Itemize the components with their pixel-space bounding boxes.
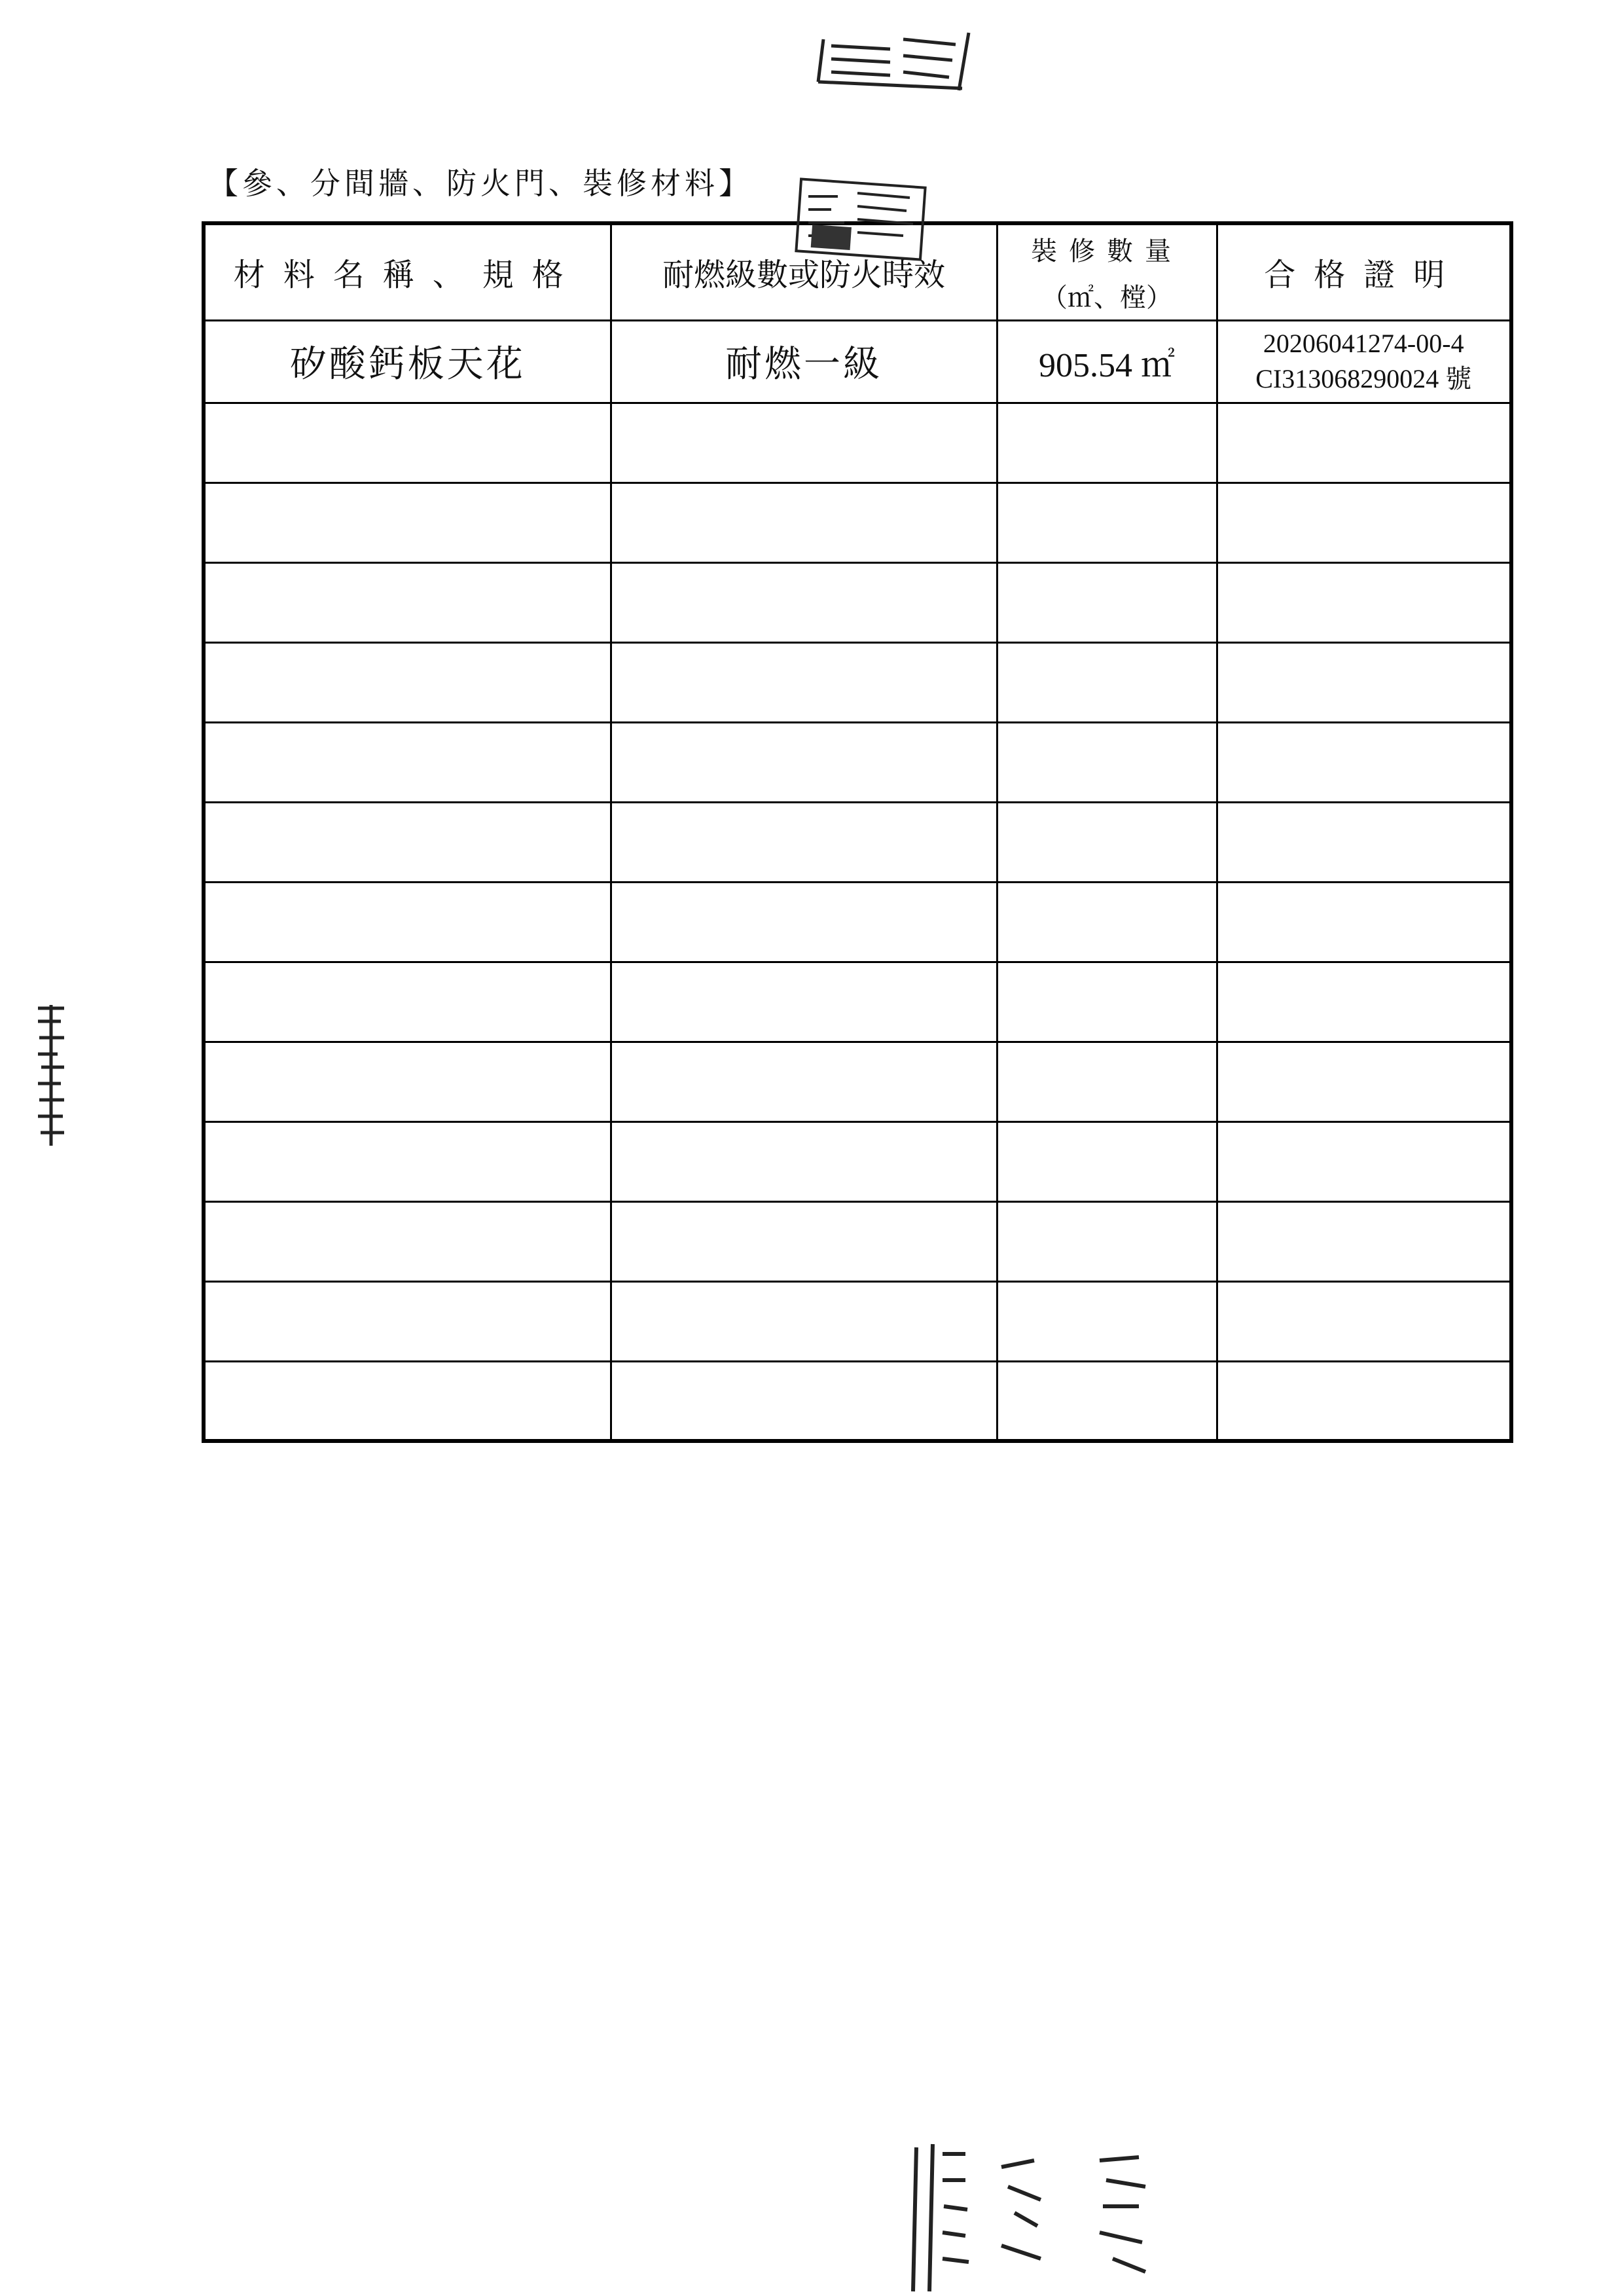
cell-fire-rating (611, 642, 997, 722)
cell-certificate (1217, 1281, 1511, 1361)
cell-quantity: 905.54 ㎡ (997, 320, 1217, 403)
cell-material-name (204, 722, 611, 802)
cell-material-name: 矽酸鈣板天花 (204, 320, 611, 403)
cell-quantity (997, 962, 1217, 1042)
cell-quantity (997, 483, 1217, 562)
header-certificate: 合格證明 (1217, 223, 1511, 320)
cell-quantity (997, 562, 1217, 642)
cell-certificate (1217, 1201, 1511, 1281)
cell-quantity (997, 403, 1217, 483)
stamp-left (31, 1002, 71, 1152)
cell-quantity (997, 1361, 1217, 1441)
table-row (204, 722, 1511, 802)
cell-fire-rating (611, 1121, 997, 1201)
table-row (204, 1201, 1511, 1281)
cell-fire-rating (611, 1042, 997, 1121)
cell-quantity (997, 642, 1217, 722)
header-quantity-unit: （㎡、樘） (1041, 282, 1172, 313)
stamp-bottom (903, 2128, 1178, 2296)
materials-table (202, 221, 1513, 1443)
certificate-number: 20206041274-00-4 (1263, 329, 1464, 358)
table-row (204, 1042, 1511, 1121)
cell-certificate (1217, 483, 1511, 562)
table-row (204, 1281, 1511, 1361)
cell-material-name (204, 1361, 611, 1441)
cell-material-name (204, 1281, 611, 1361)
cell-material-name (204, 403, 611, 483)
cell-material-name (204, 1042, 611, 1121)
cell-quantity (997, 722, 1217, 802)
certificate-code: CI313068290024 號 (1255, 364, 1472, 393)
header-quantity-label: 裝修數量 (1031, 236, 1183, 266)
cell-certificate (1217, 802, 1511, 882)
table-row (204, 403, 1511, 483)
header-quantity (997, 223, 1217, 320)
cell-material-name (204, 962, 611, 1042)
cell-certificate (1217, 403, 1511, 483)
cell-material-name (204, 1121, 611, 1201)
stamp-top (812, 26, 975, 92)
cell-fire-rating (611, 882, 997, 962)
cell-fire-rating (611, 722, 997, 802)
table-row (204, 1121, 1511, 1201)
stamp-mid (785, 170, 936, 262)
table-row (204, 962, 1511, 1042)
cell-material-name (204, 1201, 611, 1281)
table-row (204, 1361, 1511, 1441)
header-material-name: 材料名稱、規格 (204, 223, 611, 320)
table-row (204, 320, 1511, 403)
cell-material-name (204, 642, 611, 722)
cell-certificate (1217, 1121, 1511, 1201)
table-row (204, 562, 1511, 642)
cell-certificate (1217, 562, 1511, 642)
cell-material-name (204, 882, 611, 962)
section-title: 【參、分間牆、防火門、裝修材料】 (208, 166, 753, 201)
cell-quantity (997, 882, 1217, 962)
header-fire-rating: 耐燃級數或防火時效 (611, 223, 997, 320)
cell-fire-rating (611, 1201, 997, 1281)
table-row (204, 642, 1511, 722)
cell-quantity (997, 1121, 1217, 1201)
cell-quantity (997, 1281, 1217, 1361)
cell-material-name (204, 483, 611, 562)
cell-quantity (997, 1201, 1217, 1281)
cell-fire-rating: 耐燃一級 (611, 320, 997, 403)
cell-material-name (204, 562, 611, 642)
cell-certificate (1217, 1361, 1511, 1441)
cell-certificate (1217, 882, 1511, 962)
cell-certificate (1217, 642, 1511, 722)
cell-material-name (204, 802, 611, 882)
table-row (204, 802, 1511, 882)
cell-fire-rating (611, 1281, 997, 1361)
cell-certificate (1217, 962, 1511, 1042)
cell-certificate (1217, 320, 1511, 403)
cell-certificate (1217, 722, 1511, 802)
cell-fire-rating (611, 403, 997, 483)
cell-fire-rating (611, 562, 997, 642)
cell-fire-rating (611, 802, 997, 882)
table-row (204, 882, 1511, 962)
cell-certificate (1217, 1042, 1511, 1121)
cell-fire-rating (611, 1361, 997, 1441)
table-row (204, 483, 1511, 562)
cell-quantity (997, 1042, 1217, 1121)
cell-fire-rating (611, 962, 997, 1042)
cell-quantity (997, 802, 1217, 882)
cell-fire-rating (611, 483, 997, 562)
